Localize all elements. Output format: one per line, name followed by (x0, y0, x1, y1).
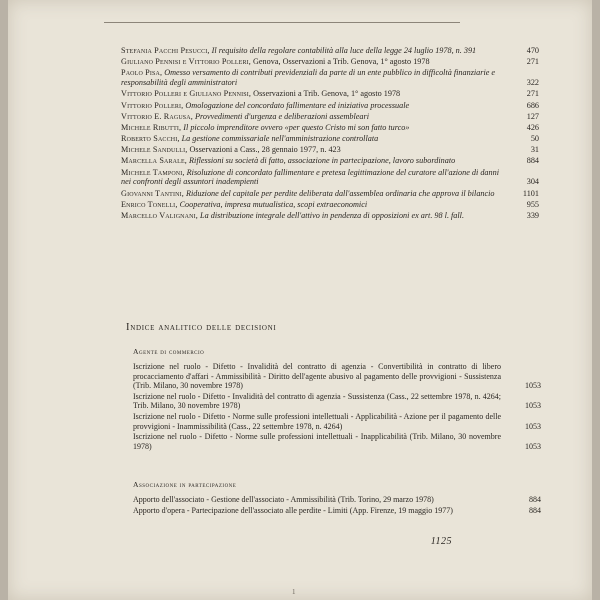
entry-title: Omesso versamento di contributi previdenziali da parte di un ente pubblico in difficoltà finanziarie e responsabilità degli amministratori (121, 68, 496, 88)
entry-rest: Osservazioni a Trib. Genova, 1° agosto 1978 (253, 89, 401, 99)
entry-page: 339 (526, 211, 539, 221)
author-entry (121, 68, 539, 88)
entry-author: Enrico Tonelli, (121, 199, 178, 209)
author-entry (121, 200, 539, 210)
entry-author: Vittorio E. Ragusa, (121, 111, 193, 121)
entry-title: Risoluzione di concordato fallimentare e pretesa legittimazione del curatore all'azione di danni nei confronti degli assuntori inadempienti (121, 167, 499, 187)
signature-mark: 1 (292, 588, 296, 596)
author-entry (121, 123, 539, 133)
author-entry (121, 89, 539, 99)
entry-title: La gestione commissariale nell'amministrazione controllata (181, 134, 379, 144)
decision-page: 1053 (525, 401, 541, 411)
entry-page: 955 (526, 199, 539, 209)
decision-text: Apporto dell'associato - Gestione dell'associato - Ammissibilità (Trib. Torino, 29 marzo 1978) (133, 495, 434, 504)
entry-page: 127 (526, 111, 539, 121)
entry-page: 686 (526, 100, 539, 110)
author-index-list (121, 46, 539, 222)
entry-author: Michele Tamponi, (121, 167, 185, 177)
subject-section (133, 347, 541, 452)
decision-page: 1053 (525, 381, 541, 391)
entry-title: Il piccolo imprenditore ovvero «per questo Cristo mi son fatto turco» (183, 122, 410, 132)
subject-heading: Associazione in partecipazione (133, 480, 237, 489)
entry-page: 304 (526, 177, 539, 187)
entry-page: 271 (526, 89, 539, 99)
decision-item (133, 412, 541, 431)
entry-title: Il requisito della regolare contabilità alla luce della legge 24 luglio 1978, n. 391 (211, 46, 477, 55)
entry-author: Giovanni Tantini, (121, 188, 184, 198)
decision-text: Iscrizione nel ruolo - Difetto - Invalidità del contratto di agenzia - Convertibilità in contratto di libero procacciamento d'affari - Ammissibilità - Diritto dell'agente abusivo al pagamento delle provvigioni - Sussistenza (Trib. Milano, 30 novembre 1978) (133, 362, 501, 391)
entry-author: Michele Ributti, (121, 122, 182, 132)
entry-page: 322 (526, 78, 539, 88)
author-entry (121, 57, 539, 67)
author-entry (121, 101, 539, 111)
decision-item (133, 362, 541, 391)
section-title: Indice analitico delle decisioni (126, 322, 277, 333)
top-rule (104, 22, 460, 23)
entry-author: Paolo Pisa, (121, 68, 163, 78)
page-number: 1125 (430, 536, 452, 547)
subject-heading: Agente di commercio (133, 347, 205, 356)
author-entry (121, 134, 539, 144)
decision-page: 1053 (525, 421, 541, 431)
entry-author: Marcello Valignani, (121, 211, 198, 221)
entry-author: Marcella Sarale, (121, 156, 187, 166)
entry-title: Riflessioni su società di fatto, associazione in partecipazione, lavoro subordinato (189, 156, 456, 166)
entry-page: 31 (530, 145, 539, 155)
entry-author: Giuliano Pennisi e Vittorio Polleri, (121, 57, 251, 67)
decision-item (133, 495, 541, 505)
decision-item (133, 392, 541, 411)
entry-page: 884 (526, 156, 539, 166)
entry-page: 271 (526, 57, 539, 67)
entry-title: Provvedimenti d'urgenza e deliberazioni assembleari (195, 111, 369, 121)
author-entry (121, 112, 539, 122)
author-entry (121, 189, 539, 199)
author-entry (121, 156, 539, 166)
decision-page: 1053 (525, 441, 541, 451)
decision-text: Iscrizione nel ruolo - Difetto - Norme sulle professioni intellettuali - Inapplicabilità (Trib. Milano, 30 novembre 1978) (133, 432, 501, 451)
entry-page: 470 (526, 46, 539, 55)
decision-item (133, 432, 541, 451)
entry-author: Michele Sandulli, (121, 145, 188, 155)
entry-rest: Genova, Osservazioni a Trib. Genova, 1° agosto 1978 (253, 57, 430, 67)
decision-text: Iscrizione nel ruolo - Difetto - Invalidità del contratto di agenzia - Sussistenza (Cass., 22 settembre 1978, n. 4264; Trib. Milano, 30 novembre 1978) (133, 391, 501, 411)
entry-title: Riduzione del capitale per perdite deliberata dall'assemblea ordinaria che approva il bilancio (186, 188, 495, 198)
entry-author: Stefania Pacchi Pesucci, (121, 46, 210, 55)
decision-text: Iscrizione nel ruolo - Difetto - Norme sulle professioni intellettuali - Applicabilità - Azione per il pagamento delle provvigioni - Inammissibilità (Cass., 22 settembre 1978, n. 4264) (133, 411, 501, 431)
author-entry (121, 168, 539, 188)
entry-author: Vittorio Polleri, (121, 100, 184, 110)
decision-page: 884 (529, 495, 541, 504)
entry-page: 50 (530, 134, 539, 144)
decision-text: Apporto d'opera - Partecipazione dell'associato alle perdite - Limiti (App. Firenze, 19 maggio 1977) (133, 505, 453, 515)
entry-page: 426 (526, 122, 539, 132)
subject-section (133, 480, 541, 516)
decision-page: 884 (529, 505, 541, 515)
entry-title: Omologazione del concordato fallimentare ed iniziativa processuale (185, 100, 410, 110)
document-page (8, 0, 592, 600)
entry-rest: Osservazioni a Cass., 28 gennaio 1977, n. 423 (189, 145, 341, 155)
decision-item (133, 506, 541, 516)
author-entry (121, 211, 539, 221)
entry-author: Roberto Sacchi, (121, 134, 180, 144)
entry-title: Cooperativa, impresa mutualistica, scopi extraeconomici (179, 199, 368, 209)
entry-author: Vittorio Polleri e Giuliano Pennisi, (121, 89, 252, 99)
author-entry (121, 145, 539, 155)
entry-page: 1101 (522, 188, 539, 198)
author-entry (121, 46, 539, 56)
entry-title: La distribuzione integrale dell'attivo in pendenza di opposizioni ex art. 98 l. fall. (200, 211, 464, 221)
